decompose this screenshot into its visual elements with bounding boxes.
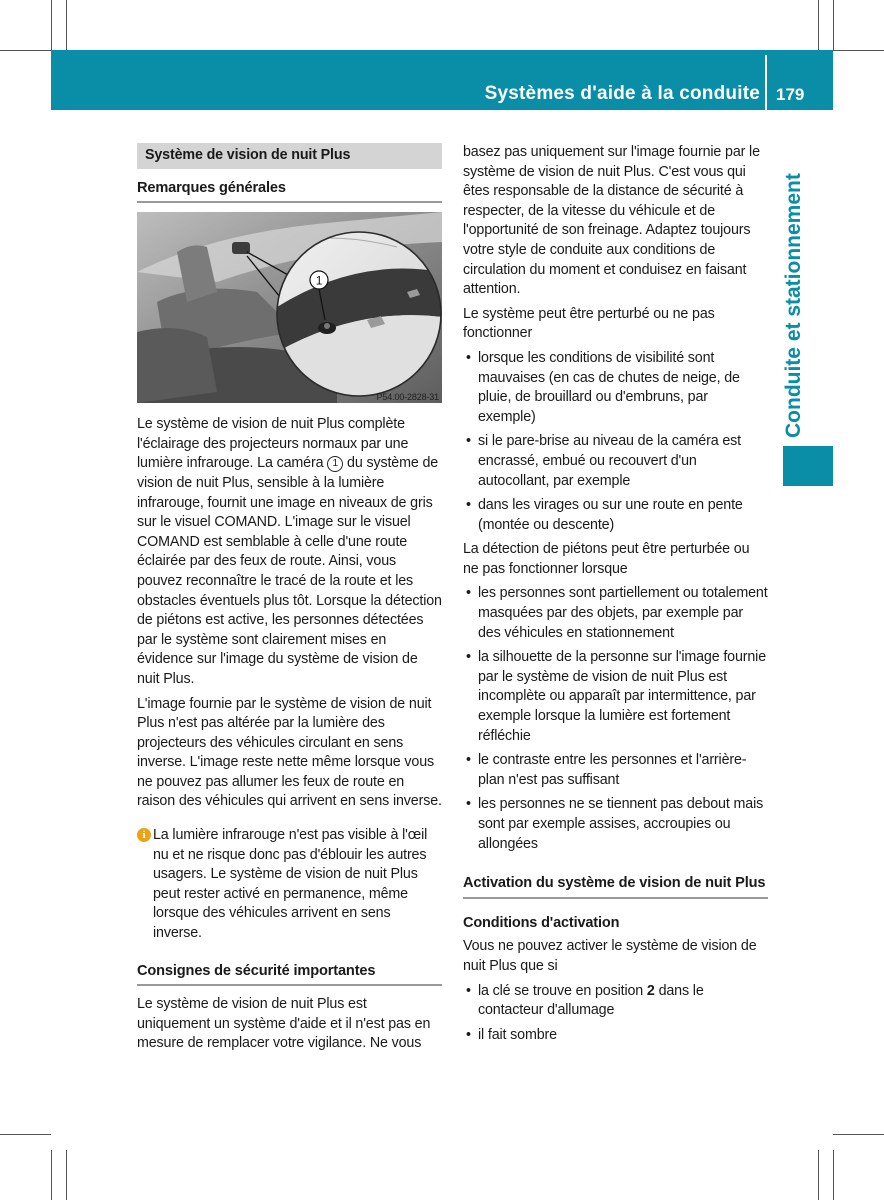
info-note: [137, 826, 442, 944]
crop-mark: [51, 0, 52, 50]
header-separator: [765, 55, 767, 110]
list-item: • lorsque les conditions de visibilité sont mauvaises (en cas de chutes de neige, de pluie, de brouillard ou d'embruns, par exemple): [463, 349, 768, 427]
crop-mark: [818, 0, 819, 50]
subheading-conditions: Conditions d'activation: [463, 914, 620, 931]
left-column: [137, 143, 442, 1054]
list-item: • les personnes sont partiellement ou totalement masquées par des objets, par exemple par des véhicules en stationnement: [463, 584, 768, 643]
paragraph: Le système peut être perturbé ou ne pas fonctionner: [463, 305, 715, 342]
paragraph: Vous ne pouvez activer le système de vision de nuit Plus que si: [463, 938, 757, 974]
paragraph: L'image fournie par le système de vision de nuit Plus n'est pas altérée par la lumière des projecteurs des véhicules circulant en sens inverse. L'image reste nette même lorsque vous ne pouvez pas allumer les feux de route en raison des véhicules qui arrivent en sens inverse.: [137, 695, 442, 810]
list-item: • si le pare-brise au niveau de la caméra est encrassé, embué ou recouvert d'un autocollant, par exemple: [463, 432, 768, 491]
side-tab-label: Conduite et stationnement: [782, 173, 805, 438]
paragraph: La détection de piétons peut être perturbée ou ne pas fonctionner lorsque: [463, 541, 750, 577]
page-header-title: Systèmes d'aide à la conduite: [484, 83, 760, 104]
figure-callout: 1: [315, 273, 323, 288]
list-item: • la silhouette de la personne sur l'image fournie par le système de vision de nuit Plus est incomplète ou apparaît par intermittence, par exemple lorsque la lumière est fortement réfléchie: [463, 648, 768, 746]
crop-mark: [0, 1134, 51, 1135]
crop-mark: [833, 1134, 884, 1135]
subheading-safety: Consignes de sécurité importantes: [137, 962, 442, 987]
paragraph: basez pas uniquement sur l'image fournie par le système de vision de nuit Plus. C'est vous qui êtes responsable de la distance de sécurité à respecter, de la vitesse du véhicule et de l'opportunité de son freinage. Adaptez toujours votre style de conduite aux conditions de circulation du moment et conduisez en faisant attention.: [463, 144, 760, 298]
subheading-general-notes: Remarques générales: [137, 179, 442, 204]
list-item: • le contraste entre les personnes et l'arrière-plan n'est pas suffisant: [463, 751, 768, 790]
callout-marker: 1: [327, 456, 343, 472]
crop-mark: [833, 0, 834, 50]
crop-mark: [833, 50, 884, 51]
list-item: • il fait sombre: [463, 1026, 768, 1046]
crop-mark: [0, 50, 51, 51]
list-item: • les personnes ne se tiennent pas debout mais sont par exemple assises, accroupies ou allongées: [463, 795, 768, 854]
right-column: [463, 143, 768, 1045]
crop-mark: [66, 0, 67, 50]
list-item: • dans les virages ou sur une route en pente (montée ou descente): [463, 496, 768, 535]
crop-mark: [818, 1150, 819, 1200]
side-tab-block: [783, 446, 833, 486]
figure-code: P54.00-2828-31: [376, 392, 439, 403]
paragraph: Le système de vision de nuit Plus est uniquement un système d'aide et il n'est pas en mesure de remplacer votre vigilance. Ne vous: [137, 996, 431, 1052]
crop-mark: [66, 1150, 67, 1200]
info-icon: i: [137, 828, 151, 842]
subheading-activation: Activation du système de vision de nuit Plus: [463, 874, 768, 899]
list-item: • la clé se trouve en position 2 dans le contacteur d'allumage: [463, 982, 768, 1021]
note-text: La lumière infrarouge n'est pas visible à l'œil nu et ne risque donc pas d'éblouir les autres usagers. Le système de vision de nuit Plus peut rester activé en permanence, même lorsque des véhicules arrivent en sens inverse.: [153, 827, 428, 942]
page-number: 179: [776, 85, 805, 104]
crop-mark: [51, 1150, 52, 1200]
section-title: Système de vision de nuit Plus: [137, 143, 442, 169]
crop-mark: [833, 1150, 834, 1200]
paragraph: Le système de vision de nuit Plus complète l'éclairage des projecteurs normaux par une lumière infrarouge. La caméra 1 du système de vision de nuit Plus, sensible à la lumière infrarouge, fournit une image en niveaux de gris sur le visuel COMAND. L'image sur le visuel COMAND est semblable à celle d'une route éclairée par des feux de route. Ainsi, vous pouvez reconnaître le tracé de la route et les obstacles éventuels plus tôt. Lorsque la détection de piétons est active, les personnes détectées par le système sont clairement mises en évidence sur l'image du système de vision de nuit Plus.: [137, 416, 442, 687]
camera-photo: [137, 212, 442, 403]
camera-illustration: [137, 212, 442, 403]
